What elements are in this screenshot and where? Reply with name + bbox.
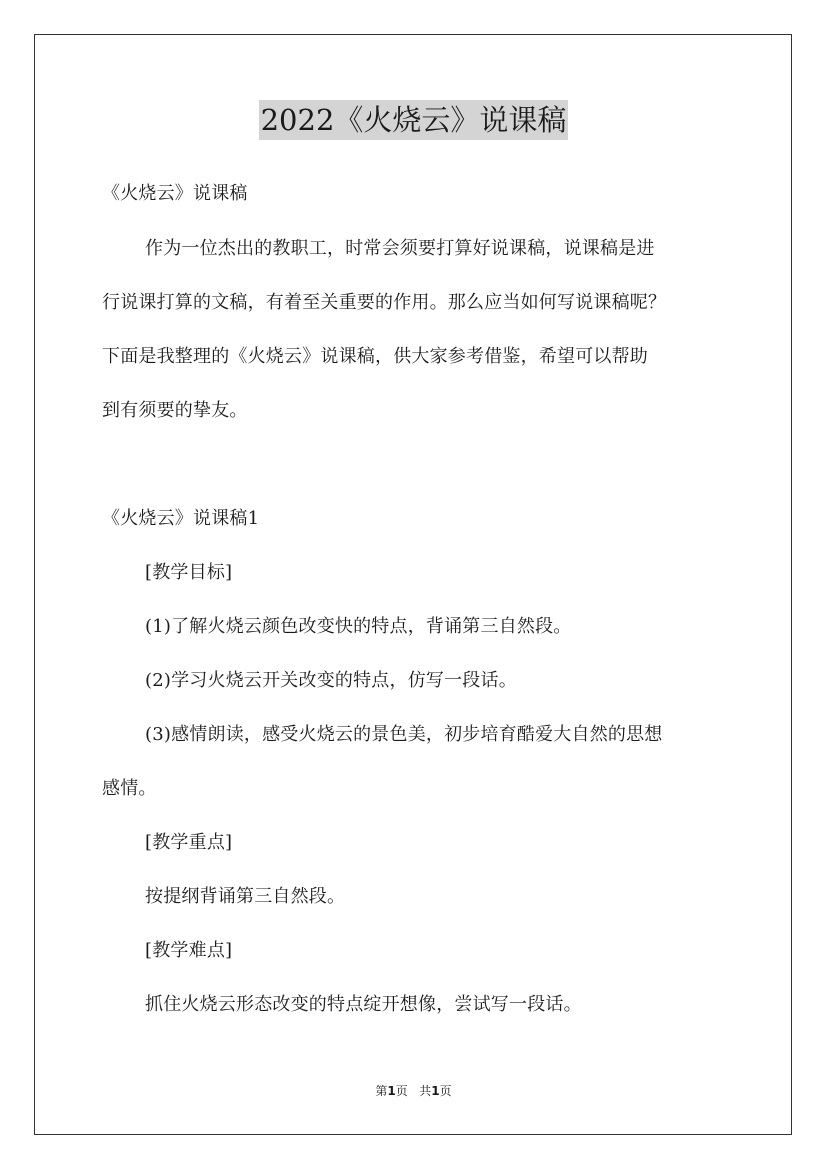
intro-line: 行说课打算的文稿，有着至关重要的作用。那么应当如何写说课稿呢？ [102, 292, 667, 313]
difficulty-heading: [教学难点] [145, 940, 233, 961]
page-footer [0, 1083, 827, 1099]
difficulty-text: 抓住火烧云形态改变的特点绽开想像，尝试写一段话。 [145, 994, 582, 1015]
page-label-prefix: 第 [375, 1084, 388, 1098]
document-subtitle: 《火烧云》说课稿 [102, 183, 248, 204]
intro-line: 作为一位杰出的教职工，时常会须要打算好说课稿，说课稿是进 [145, 238, 655, 259]
page-label-suffix: 页 [439, 1084, 452, 1098]
page-label-mid: 页 共 [395, 1084, 432, 1098]
page-total-number: 1 [431, 1084, 440, 1098]
section-title: 《火烧云》说课稿1 [102, 508, 260, 529]
objective-item: (1)了解火烧云颜色改变快的特点，背诵第三自然段。 [145, 616, 572, 637]
objectives-heading: [教学目标] [145, 562, 233, 583]
intro-line: 下面是我整理的《火烧云》说课稿，供大家参考借鉴，希望可以帮助 [102, 346, 648, 367]
key-point-text: 按提纲背诵第三自然段。 [145, 886, 346, 907]
title-container [0, 100, 827, 140]
objective-item: (2)学习火烧云开关改变的特点，仿写一段话。 [145, 670, 517, 691]
key-point-heading: [教学重点] [145, 832, 233, 853]
document-title: 2022《火烧云》说课稿 [259, 100, 569, 140]
objective-item: (3)感情朗读，感受火烧云的景色美，初步培育酷爱大自然的思想 [145, 724, 663, 745]
intro-line: 到有须要的挚友。 [102, 400, 248, 421]
page-current-number: 1 [387, 1084, 396, 1098]
objective-item-continued: 感情。 [102, 778, 157, 799]
